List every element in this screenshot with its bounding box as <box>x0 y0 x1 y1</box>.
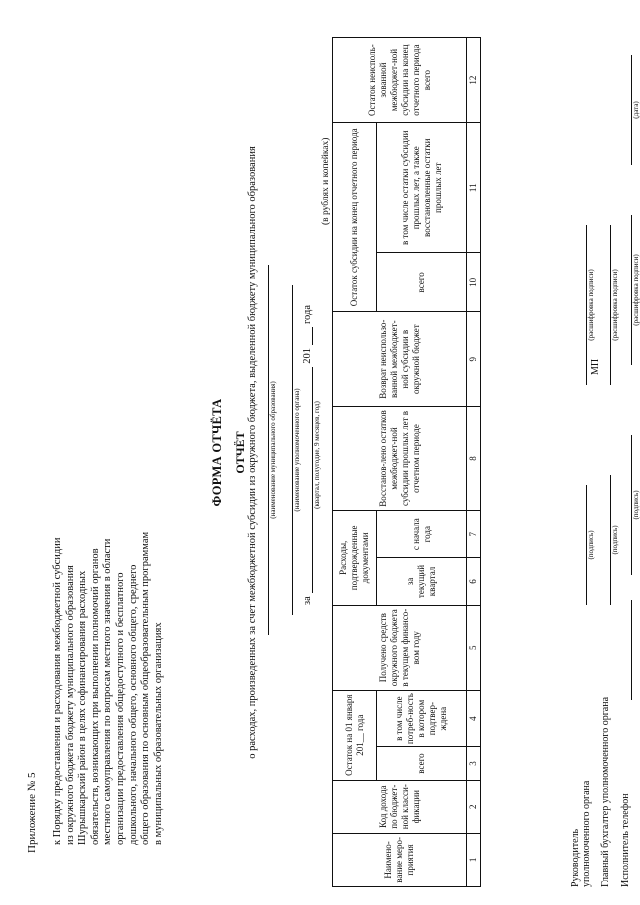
header-balance-confirmed: в том числе потреб-ность в котором подтвер-ждена <box>377 690 467 747</box>
report-title: ОТЧЁТ <box>233 431 247 474</box>
intro-line: в муниципальных образовательных организациях <box>152 622 164 845</box>
report-table <box>332 37 481 887</box>
decode-caption: (расшифровка подписи) <box>632 254 640 326</box>
intro-line: местного самоуправления по вопросам местного значения в области <box>102 538 114 845</box>
header-income-code: Код дохода по бюджет-ной класси-фикации <box>333 780 467 833</box>
intro-line: дошкольного, начального общего, основного общего, среднего <box>127 564 139 845</box>
signature-caption: (подпись) <box>632 490 640 520</box>
executor-signature-line <box>619 435 632 575</box>
date-field[interactable] <box>619 55 640 165</box>
header-refund: Возврат неиспользо-ванной межбюджет-ной субсидии в окружной бюджет <box>333 312 467 407</box>
accountant-decode-line <box>598 225 611 385</box>
header-end-prior-years: в том числе остатки субсидии прошлых лет, а также восстановленные остатки прошлых лет <box>377 123 467 253</box>
header-balance-total: всего <box>377 747 467 780</box>
appendix-reference <box>52 345 165 845</box>
header-end-total: всего <box>377 253 467 312</box>
period-caption: (квартал, полугодие, 9 месяцев, год) <box>313 401 321 509</box>
accountant-signature-line <box>598 475 611 605</box>
municipality-caption: (наименование муниципального образования) <box>269 381 277 519</box>
header-balance-end: Остаток субсидии на конец отчетного периода <box>333 123 377 312</box>
column-number: 1 <box>467 833 481 886</box>
head-signature-field[interactable] <box>574 485 595 605</box>
executor-phone-line <box>619 600 632 700</box>
intro-line: организации предоставления общедоступного и бесплатного <box>114 572 126 845</box>
decode-caption: (расшифровка подписи) <box>611 269 619 341</box>
column-number: 10 <box>467 253 481 312</box>
column-number: 6 <box>467 558 481 605</box>
head-label-line1: Руководитель <box>570 828 581 887</box>
header-expenses-ytd: с начала года <box>377 511 467 558</box>
signature-caption: (подпись) <box>587 530 595 560</box>
column-number: 7 <box>467 511 481 558</box>
column-number: 4 <box>467 690 481 747</box>
column-number: 9 <box>467 312 481 407</box>
period-year: 201 <box>302 348 313 364</box>
intro-line: из окружного бюджета бюджету муниципального образования <box>64 565 76 845</box>
year-blank[interactable] <box>300 327 313 345</box>
report-subtitle: о расходах, произведенных за счет межбюджетной субсидии из окружного бюджета, выделенной бюджету муниципального образования <box>247 146 258 759</box>
municipality-field[interactable] <box>256 265 277 635</box>
header-balance-start: Остаток на 01 января 201__ года <box>333 690 377 780</box>
appendix-number: Приложение № 5 <box>26 772 38 853</box>
header-event-name: Наимено-вание меро-приятия <box>333 833 467 886</box>
head-label-line2: уполномоченного органа <box>581 780 592 887</box>
organ-line <box>280 285 293 615</box>
column-number: 12 <box>467 38 481 123</box>
units-note: (в рублях и копейках) <box>321 137 331 225</box>
accountant-decode-field[interactable] <box>598 225 619 385</box>
decode-caption: (расшифровка подписи) <box>587 269 595 341</box>
header-received-funds: Получено средств окружного бюджета в текущем финансо-вом году <box>333 605 467 690</box>
intro-line: обязательств, возникающих при выполнении полномочий органов <box>89 548 101 845</box>
executor-phone-field[interactable] <box>619 600 632 700</box>
header-unused-balance: Остаток неисполь-зованной межбюджет-ной субсидии на конец отчетного периода всего <box>333 38 467 123</box>
head-label <box>570 781 592 887</box>
column-number: 3 <box>467 747 481 780</box>
column-number: 11 <box>467 123 481 253</box>
organ-field[interactable] <box>280 285 301 615</box>
signature-caption: (подпись) <box>611 525 619 555</box>
executor-decode-field[interactable] <box>619 215 640 365</box>
head-signature-line <box>574 485 587 605</box>
executor-signature-field[interactable] <box>619 435 640 575</box>
column-number: 5 <box>467 605 481 690</box>
column-number: 8 <box>467 406 481 510</box>
header-confirmed-expenses: Расходы, подтвержденные документами <box>333 511 377 606</box>
period-suffix: года <box>302 305 313 324</box>
date-line <box>619 55 632 165</box>
organ-caption: (наименование уполномоченного органа) <box>293 388 301 512</box>
header-expenses-quarter: за текущий квартал <box>377 558 467 605</box>
accountant-label: Главный бухгалтер уполномоченного органа <box>600 696 611 887</box>
intro-line: к Порядку предоставления и расходования межбюджетной субсидии <box>52 537 63 845</box>
intro-line: общего образования по основным общеобразовательным программам <box>140 531 152 845</box>
period-field <box>300 305 321 605</box>
period-blank[interactable] <box>300 367 313 593</box>
stamp-place: МП <box>590 358 601 375</box>
date-caption: (дата) <box>632 101 640 119</box>
intro-line: Шурышкарский район в целях софинансирования расходных <box>77 570 89 845</box>
head-decode-line <box>574 225 587 385</box>
executor-label: Исполнитель телефон <box>620 793 631 887</box>
column-number: 2 <box>467 780 481 833</box>
form-title: ФОРМА ОТЧЁТА <box>210 398 224 507</box>
executor-decode-line <box>619 215 632 365</box>
header-restored-balances: Восстанов-лено остатков межбюджет-ной субсидии прошлых лет в отчетном периоде <box>333 406 467 510</box>
municipality-line <box>256 265 269 635</box>
period-prefix: за <box>302 596 313 605</box>
accountant-signature-field[interactable] <box>598 475 619 605</box>
